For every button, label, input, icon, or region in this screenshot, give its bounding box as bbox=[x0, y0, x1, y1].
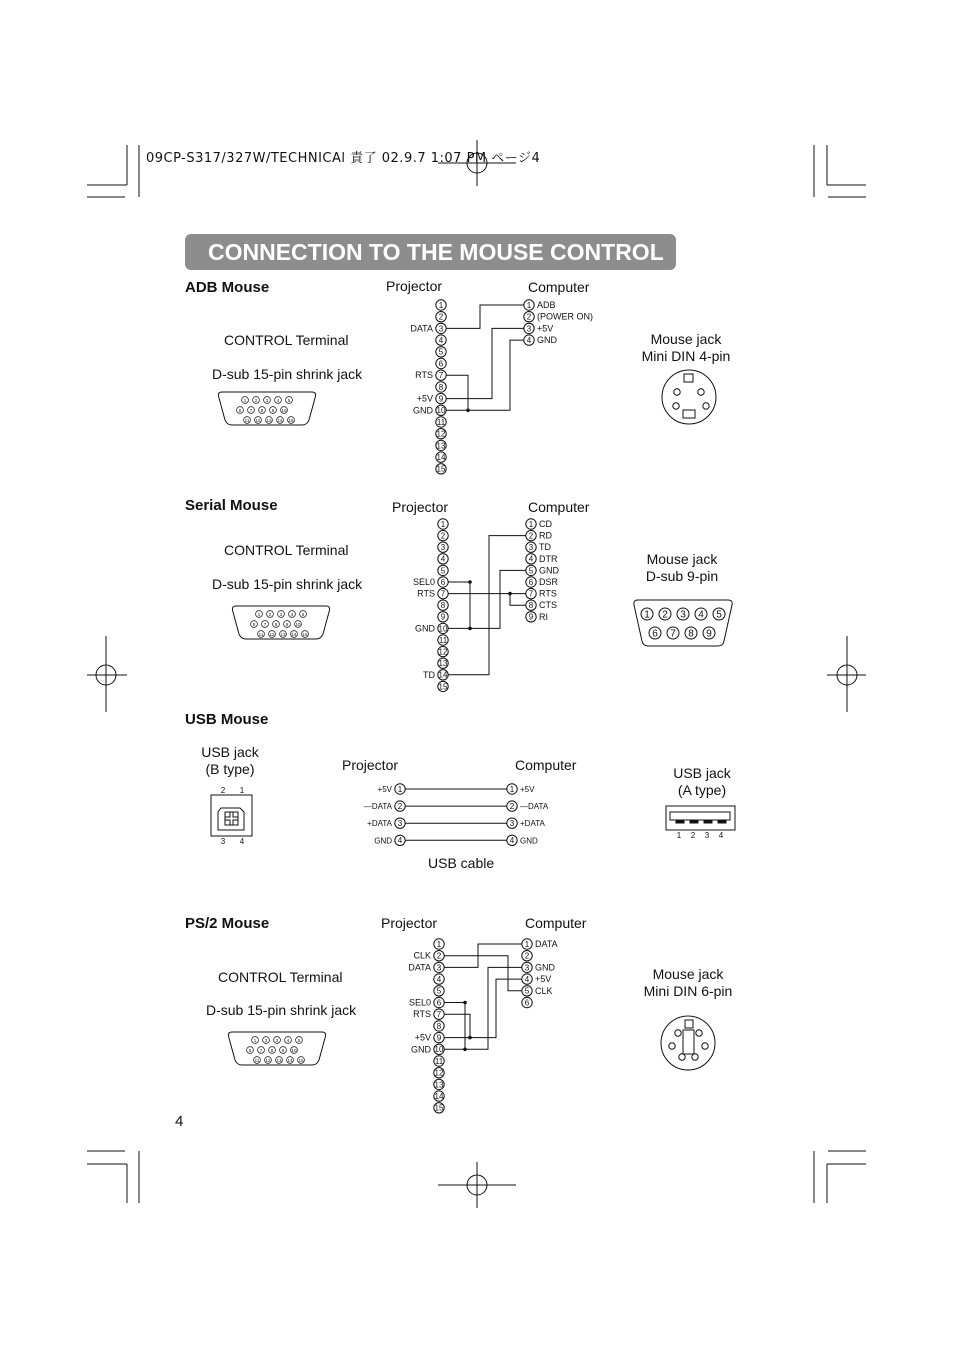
ps2-projector-pin-label: CLK bbox=[413, 950, 431, 961]
pin-number: 4 bbox=[526, 335, 532, 345]
dsub15-pin-number: 3 bbox=[279, 611, 283, 617]
pin-number: 1 bbox=[644, 609, 650, 621]
pin-number: 12 bbox=[434, 1068, 444, 1078]
dsub15-pin-number: 6 bbox=[248, 1047, 252, 1053]
adb-control-terminal-label: CONTROL Terminal bbox=[224, 332, 349, 348]
pin-number: 2 bbox=[662, 609, 668, 621]
pin-number: 1 bbox=[509, 784, 515, 794]
adb-computer-pin-label: ADB bbox=[537, 300, 556, 310]
pin-number: 3 bbox=[526, 324, 532, 334]
dsub15-pin-number: 12 bbox=[265, 1057, 271, 1063]
pin-number: 7 bbox=[528, 589, 534, 599]
usb-computer-signal-label: +5V bbox=[520, 785, 535, 794]
usb-b-pin-number: 3 bbox=[220, 837, 226, 846]
pin-number: 3 bbox=[438, 324, 444, 334]
ps2-wire-gnd bbox=[444, 967, 522, 1049]
usb-b-pin-number: 4 bbox=[239, 837, 245, 846]
print-slug: 09CP-S317/327W/TECHNICAl 責了 02.9.7 1:07 PM ページ4 bbox=[146, 151, 541, 166]
dsub15-pin-number: 11 bbox=[254, 1057, 260, 1063]
dsub15-pin-number: 13 bbox=[266, 417, 272, 423]
usb-section-title: USB Mouse bbox=[185, 711, 269, 728]
pin-number: 8 bbox=[438, 382, 444, 392]
usb-projector-signal-label: +DATA bbox=[367, 819, 392, 829]
serial-computer-pin-label: DSR bbox=[539, 577, 559, 587]
serial-computer-pin-label: CTS bbox=[539, 600, 557, 611]
pin-number: 7 bbox=[440, 589, 446, 599]
junction-dot bbox=[468, 580, 472, 584]
pin-number: 9 bbox=[440, 612, 446, 622]
pin-number: 5 bbox=[436, 986, 442, 996]
junction-dot bbox=[463, 1048, 467, 1052]
pin-number: 4 bbox=[436, 974, 442, 984]
adb-computer-pin-label: GND bbox=[537, 335, 557, 346]
pin-number: 10 bbox=[438, 624, 448, 634]
dsub15-pin-number: 13 bbox=[276, 1057, 282, 1063]
pin-number: 2 bbox=[438, 312, 444, 322]
pin-number: 15 bbox=[438, 682, 448, 692]
pin-number: 4 bbox=[528, 554, 534, 564]
page-number: 4 bbox=[175, 1113, 184, 1130]
adb-jack-line1: Mouse jack bbox=[650, 331, 722, 347]
dsub15-pin-number: 9 bbox=[285, 621, 289, 627]
serial-projector-pin-label: SEL0 bbox=[412, 577, 435, 587]
pin-number: 10 bbox=[434, 1045, 444, 1055]
ps2-control-terminal-label: CONTROL Terminal bbox=[218, 969, 343, 985]
dsub15-pin-number: 2 bbox=[254, 397, 258, 403]
pin-number: 12 bbox=[436, 429, 446, 439]
pin-number: 3 bbox=[528, 543, 534, 553]
ps2-wire-5v bbox=[444, 979, 522, 1038]
adb-projector-pin-label: DATA bbox=[410, 323, 433, 334]
pin-number: 9 bbox=[528, 612, 534, 622]
dsub15-pin-number: 12 bbox=[269, 631, 275, 637]
dsub15-pin-number: 1 bbox=[257, 611, 261, 617]
dsub15-pin-number: 7 bbox=[249, 407, 253, 413]
dsub15-pin-number: 8 bbox=[260, 407, 264, 413]
dsub15-pin-number: 7 bbox=[263, 621, 267, 627]
pin-number: 15 bbox=[434, 1103, 444, 1113]
pin-number: 14 bbox=[434, 1091, 444, 1101]
pin-number: 1 bbox=[436, 939, 442, 949]
pin-number: 1 bbox=[528, 519, 534, 529]
adb-projector-label: Projector bbox=[386, 278, 443, 294]
usb-a-line1: USB jack bbox=[673, 765, 731, 781]
usb-a-jack-icon bbox=[666, 806, 735, 830]
pin-number: 14 bbox=[438, 670, 448, 680]
ps2-computer-pin-label: +5V bbox=[535, 974, 552, 985]
serial-computer-pin-label: DTR bbox=[539, 553, 558, 564]
adb-section-title: ADB Mouse bbox=[185, 279, 270, 296]
ps2-computer-label: Computer bbox=[525, 915, 587, 931]
usb-computer-label: Computer bbox=[515, 757, 577, 773]
pin-number: 13 bbox=[438, 659, 448, 669]
dsub15-pin-number: 15 bbox=[298, 1057, 304, 1063]
ps2-wire-clk bbox=[444, 956, 522, 991]
pin-number: 4 bbox=[397, 836, 403, 846]
adb-wire-5v bbox=[446, 328, 524, 398]
dsub15-pin-number: 2 bbox=[264, 1037, 268, 1043]
dsub15-pin-number: 5 bbox=[297, 1037, 301, 1043]
pin-number: 4 bbox=[509, 836, 515, 846]
serial-jack-line2: D-sub 9-pin bbox=[645, 568, 719, 584]
dsub15-pin-number: 12 bbox=[255, 417, 261, 423]
dsub15-pin-number: 3 bbox=[275, 1037, 279, 1043]
ps2-computer-pin-label: CLK bbox=[535, 985, 553, 996]
ps2-projector-pin-label: DATA bbox=[408, 962, 431, 973]
junction-dot bbox=[466, 409, 470, 413]
ps2-projector-pin-label: +5V bbox=[414, 1032, 431, 1043]
pin-number: 4 bbox=[440, 554, 446, 564]
dsub15-pin-number: 3 bbox=[265, 397, 269, 403]
serial-dsub15-icon bbox=[232, 606, 329, 639]
pin-number: 15 bbox=[436, 464, 446, 474]
serial-section-title: Serial Mouse bbox=[185, 497, 278, 514]
pin-number: 5 bbox=[716, 609, 722, 621]
ps2-projector-pin-label: SEL0 bbox=[408, 997, 431, 1008]
dsub15-pin-number: 6 bbox=[238, 407, 242, 413]
pin-number: 4 bbox=[524, 974, 530, 984]
serial-computer-label: Computer bbox=[528, 499, 590, 515]
serial-projector-pin-label: TD bbox=[423, 669, 435, 680]
ps2-projector-label: Projector bbox=[381, 915, 438, 931]
dsub15-pin-number: 13 bbox=[280, 631, 286, 637]
pin-number: 1 bbox=[440, 519, 446, 529]
usb-b-line1: USB jack bbox=[201, 744, 259, 760]
pin-number: 11 bbox=[436, 417, 446, 427]
serial-computer-pin-label: GND bbox=[539, 565, 559, 576]
ps2-section-title: PS/2 Mouse bbox=[185, 915, 270, 932]
pin-number: 6 bbox=[524, 998, 530, 1008]
junction-dot bbox=[508, 592, 512, 596]
pin-number: 4 bbox=[698, 609, 704, 621]
dsub15-pin-number: 7 bbox=[259, 1047, 263, 1053]
pin-number: 2 bbox=[436, 951, 442, 961]
usb-b-pin-number: 1 bbox=[239, 786, 245, 795]
dsub15-pin-number: 8 bbox=[274, 621, 278, 627]
page-title: CONNECTION TO THE MOUSE CONTROL bbox=[208, 239, 664, 265]
serial-projector-pin-label: GND bbox=[415, 623, 435, 634]
dsub15-pin-number: 14 bbox=[287, 1057, 293, 1063]
serial-wire-gnd bbox=[448, 570, 526, 628]
junction-dot bbox=[468, 1036, 472, 1040]
pin-number: 11 bbox=[438, 635, 448, 645]
pin-number: 7 bbox=[436, 1010, 442, 1020]
pin-number: 7 bbox=[670, 628, 676, 640]
usb-a-pin-number: 1 bbox=[676, 831, 682, 840]
pin-number: 11 bbox=[434, 1056, 444, 1066]
pin-number: 1 bbox=[526, 300, 532, 310]
usb-a-line2: (A type) bbox=[677, 782, 727, 798]
serial-dsub15-label: D-sub 15-pin shrink jack bbox=[212, 576, 363, 592]
pin-number: 3 bbox=[509, 819, 515, 829]
ps2-projector-pin-label: GND bbox=[411, 1044, 431, 1055]
serial-computer-pin-label: RD bbox=[539, 530, 552, 541]
dynamic-layer bbox=[218, 300, 725, 1113]
usb-a-pin-number: 4 bbox=[718, 831, 724, 840]
dsub15-pin-number: 10 bbox=[291, 1047, 297, 1053]
serial-computer-pin-label: CD bbox=[539, 519, 552, 529]
pin-number: 2 bbox=[440, 531, 446, 541]
pin-number: 6 bbox=[440, 577, 446, 587]
serial-computer-pin-label: RI bbox=[539, 611, 548, 622]
usb-computer-signal-label: —DATA bbox=[520, 802, 549, 812]
pin-number: 13 bbox=[436, 441, 446, 451]
pin-number: 3 bbox=[440, 543, 446, 553]
dsub15-pin-number: 14 bbox=[277, 417, 283, 423]
usb-b-pin-number: 2 bbox=[220, 786, 226, 795]
pin-number: 12 bbox=[438, 647, 448, 657]
pin-number: 2 bbox=[509, 801, 515, 811]
ps2-jack-line1: Mouse jack bbox=[652, 966, 724, 982]
dsub15-pin-number: 5 bbox=[301, 611, 305, 617]
pin-number: 6 bbox=[436, 998, 442, 1008]
serial-jack-line1: Mouse jack bbox=[646, 551, 718, 567]
serial-projector-pin-label: RTS bbox=[417, 588, 435, 599]
pin-number: 3 bbox=[524, 963, 530, 973]
ps2-wire-sel0 bbox=[444, 1003, 465, 1050]
pin-number: 8 bbox=[440, 601, 446, 611]
adb-jack-line2: Mini DIN 4-pin bbox=[641, 348, 731, 364]
pin-number: 6 bbox=[528, 577, 534, 587]
dsub15-pin-number: 1 bbox=[253, 1037, 257, 1043]
pin-number: 2 bbox=[397, 801, 403, 811]
dsub15-pin-number: 4 bbox=[286, 1037, 290, 1043]
adb-dsub15-icon bbox=[218, 392, 315, 425]
dsub15-pin-number: 5 bbox=[287, 397, 291, 403]
usb-computer-signal-label: +DATA bbox=[520, 819, 545, 829]
adb-dsub15-label: D-sub 15-pin shrink jack bbox=[212, 366, 363, 382]
usb-b-line2: (B type) bbox=[205, 761, 255, 777]
ps2-jack-line2: Mini DIN 6-pin bbox=[643, 983, 733, 999]
ps2-computer-pin-label: DATA bbox=[535, 939, 558, 949]
pin-number: 3 bbox=[436, 963, 442, 973]
dsub15-pin-number: 4 bbox=[276, 397, 280, 403]
dsub15-pin-number: 15 bbox=[302, 631, 308, 637]
usb-a-pin-number: 3 bbox=[704, 831, 710, 840]
ps2-dsub15-label: D-sub 15-pin shrink jack bbox=[206, 1002, 357, 1018]
pin-number: 14 bbox=[436, 452, 446, 462]
adb-computer-pin-label: (POWER ON) bbox=[537, 311, 593, 322]
dsub15-pin-number: 9 bbox=[271, 407, 275, 413]
pin-number: 5 bbox=[528, 566, 534, 576]
usb-projector-signal-label: —DATA bbox=[363, 802, 392, 812]
serial-projector-label: Projector bbox=[392, 499, 449, 515]
junction-dot bbox=[463, 1001, 467, 1005]
pin-number: 6 bbox=[438, 359, 444, 369]
ps2-projector-pin-label: RTS bbox=[413, 1009, 431, 1020]
dsub15-pin-number: 8 bbox=[270, 1047, 274, 1053]
dsub15-pin-number: 14 bbox=[291, 631, 297, 637]
static-art bbox=[87, 140, 866, 1208]
pin-number: 5 bbox=[524, 986, 530, 996]
usb-cable-label: USB cable bbox=[428, 855, 495, 871]
dsub15-pin-number: 11 bbox=[258, 631, 264, 637]
ps2-dsub15-icon bbox=[228, 1032, 325, 1065]
serial-control-terminal-label: CONTROL Terminal bbox=[224, 542, 349, 558]
adb-projector-pin-label: RTS bbox=[415, 370, 433, 381]
ps2-computer-pin-label: GND bbox=[535, 962, 555, 973]
adb-projector-pin-label: +5V bbox=[416, 393, 433, 404]
pin-number: 8 bbox=[688, 628, 694, 640]
pin-number: 3 bbox=[397, 819, 403, 829]
adb-wire-rts bbox=[446, 375, 468, 410]
pin-number: 7 bbox=[438, 371, 444, 381]
pin-number: 3 bbox=[680, 609, 686, 621]
dsub15-pin-number: 9 bbox=[281, 1047, 285, 1053]
serial-computer-pin-label: TD bbox=[539, 542, 551, 553]
pin-number: 1 bbox=[524, 939, 530, 949]
pin-number: 2 bbox=[526, 312, 532, 322]
adb-projector-pin-label: GND bbox=[413, 405, 433, 416]
dsub15-pin-number: 1 bbox=[243, 397, 247, 403]
usb-projector-label: Projector bbox=[342, 757, 399, 773]
ps2-wire-rts bbox=[444, 1014, 470, 1037]
pin-number: 10 bbox=[436, 406, 446, 416]
mini-din-4-pin-icon bbox=[662, 370, 716, 424]
pin-number: 1 bbox=[438, 300, 444, 310]
usb-projector-signal-label: GND bbox=[374, 836, 392, 846]
dsub15-pin-number: 4 bbox=[290, 611, 294, 617]
dsub15-pin-number: 6 bbox=[252, 621, 256, 627]
dsub9-connector-icon bbox=[634, 600, 732, 646]
pin-number: 8 bbox=[528, 601, 534, 611]
pin-number: 2 bbox=[528, 531, 534, 541]
pin-number: 4 bbox=[438, 335, 444, 345]
pin-number: 8 bbox=[436, 1021, 442, 1031]
pin-number: 9 bbox=[438, 394, 444, 404]
junction-dot bbox=[468, 627, 472, 631]
dsub15-pin-number: 15 bbox=[288, 417, 294, 423]
adb-wire-data bbox=[446, 305, 524, 328]
usb-computer-signal-label: GND bbox=[520, 836, 538, 846]
pin-number: 5 bbox=[440, 566, 446, 576]
usb-a-pin-number: 2 bbox=[690, 831, 696, 840]
pin-number: 9 bbox=[706, 628, 712, 640]
serial-wire-sel0 bbox=[448, 582, 470, 628]
usb-projector-signal-label: +5V bbox=[377, 785, 392, 794]
usb-b-jack-icon bbox=[211, 795, 252, 836]
dsub15-pin-number: 10 bbox=[295, 621, 301, 627]
serial-computer-pin-label: RTS bbox=[539, 588, 557, 599]
dsub15-pin-number: 11 bbox=[244, 417, 250, 423]
pin-number: 6 bbox=[652, 628, 658, 640]
dsub15-pin-number: 10 bbox=[281, 407, 287, 413]
pin-number: 1 bbox=[397, 784, 403, 794]
mini-din-6-pin-icon bbox=[661, 1016, 715, 1070]
adb-computer-label: Computer bbox=[528, 279, 590, 295]
adb-computer-pin-label: +5V bbox=[537, 323, 554, 334]
serial-wire-rts-cts bbox=[510, 594, 526, 606]
pin-number: 2 bbox=[524, 951, 530, 961]
dsub15-pin-number: 2 bbox=[268, 611, 272, 617]
pin-number: 5 bbox=[438, 347, 444, 357]
pin-number: 13 bbox=[434, 1080, 444, 1090]
pin-number: 9 bbox=[436, 1033, 442, 1043]
